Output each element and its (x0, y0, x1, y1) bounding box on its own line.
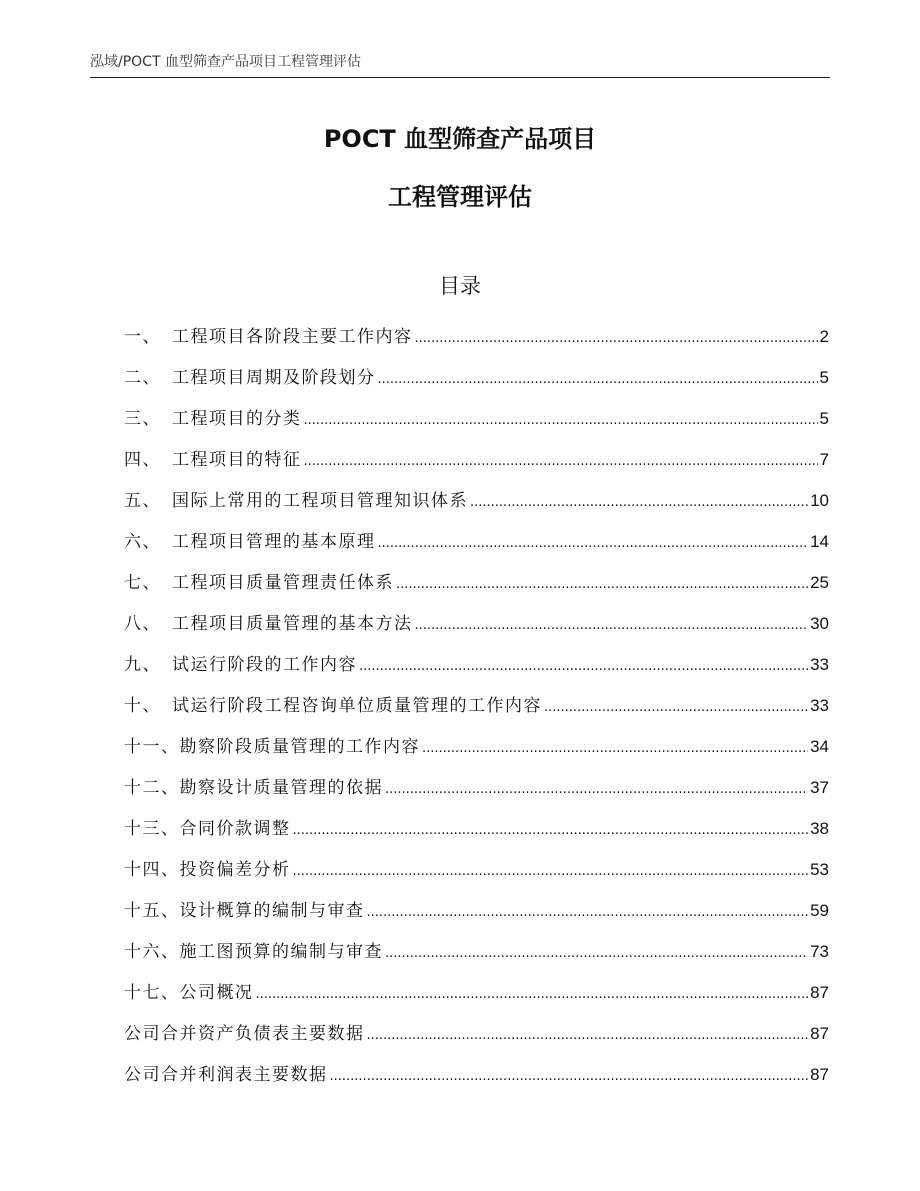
toc-entry-number: 三、 (124, 409, 161, 429)
toc-entry-title: 公司概况 (179, 983, 254, 1003)
toc-dot-leader (304, 406, 818, 436)
toc-entry-number: 九、 (124, 655, 161, 675)
toc-entry-title: 试运行阶段的工作内容 (172, 655, 357, 675)
toc-dot-leader (385, 775, 808, 805)
toc-dot-leader (415, 324, 818, 354)
toc-entry-page: 33 (810, 696, 829, 715)
table-of-contents (124, 322, 829, 1101)
toc-entry-number: 一、 (124, 327, 161, 347)
toc-entry-title: 工程项目质量管理的基本方法 (172, 614, 413, 634)
toc-entry-title: 工程项目质量管理责任体系 (172, 573, 394, 593)
toc-entry-13[interactable] (124, 814, 829, 855)
toc-entry-page: 33 (810, 655, 829, 674)
toc-entry-number: 十六、 (124, 942, 180, 962)
toc-entry-6[interactable] (124, 527, 829, 568)
toc-entry-11[interactable] (124, 732, 829, 773)
toc-entry-19[interactable] (124, 1060, 829, 1101)
toc-entry-18[interactable] (124, 1019, 829, 1060)
toc-entry-title: 工程项目的特征 (172, 450, 302, 470)
toc-entry-page: 30 (810, 614, 829, 633)
toc-entry-3[interactable] (124, 404, 829, 445)
toc-entry-title: 勘察阶段质量管理的工作内容 (179, 737, 420, 757)
toc-entry-number: 四、 (124, 450, 161, 470)
toc-entry-title: 勘察设计质量管理的依据 (179, 778, 383, 798)
toc-entry-title: 国际上常用的工程项目管理知识体系 (172, 491, 468, 511)
toc-entry-page: 2 (819, 327, 829, 346)
toc-entry-7[interactable] (124, 568, 829, 609)
toc-entry-page: 34 (810, 737, 829, 756)
toc-dot-leader (359, 652, 808, 682)
toc-dot-leader (367, 898, 809, 928)
toc-entry-12[interactable] (124, 773, 829, 814)
toc-dot-leader (304, 447, 818, 477)
toc-entry-8[interactable] (124, 609, 829, 650)
toc-entry-4[interactable] (124, 445, 829, 486)
toc-entry-number: 十三、 (124, 819, 180, 839)
toc-entry-15[interactable] (124, 896, 829, 937)
running-header: 泓域/POCT 血型筛查产品项目工程管理评估 (90, 54, 361, 70)
toc-entry-page: 59 (810, 901, 829, 920)
toc-entry-number: 十五、 (124, 901, 180, 921)
toc-entry-2[interactable] (124, 363, 829, 404)
toc-entry-title: 施工图预算的编制与审查 (179, 942, 383, 962)
toc-dot-leader (396, 570, 808, 600)
toc-entry-page: 5 (819, 409, 829, 428)
toc-entry-number: 五、 (124, 491, 161, 511)
header-rule (90, 77, 830, 78)
toc-entry-page: 38 (810, 819, 829, 838)
toc-entry-page: 87 (810, 1065, 829, 1084)
toc-entry-number: 六、 (124, 532, 161, 552)
toc-entry-number: 十一、 (124, 737, 180, 757)
toc-entry-title: 公司合并利润表主要数据 (124, 1065, 328, 1085)
toc-entry-number: 十七、 (124, 983, 180, 1003)
toc-dot-leader (415, 611, 809, 641)
toc-entry-title: 工程项目各阶段主要工作内容 (172, 327, 413, 347)
toc-dot-leader (378, 365, 818, 395)
toc-entry-title: 设计概算的编制与审查 (179, 901, 365, 921)
toc-heading: 目录 (439, 274, 481, 298)
toc-entry-title: 投资偏差分析 (179, 860, 291, 880)
document-title-line2: 工程管理评估 (388, 183, 532, 211)
toc-dot-leader (293, 857, 809, 887)
toc-entry-page: 53 (810, 860, 829, 879)
toc-dot-leader (256, 980, 809, 1010)
toc-entry-10[interactable] (124, 691, 829, 732)
toc-dot-leader (422, 734, 808, 764)
toc-entry-page: 7 (819, 450, 829, 469)
toc-dot-leader (293, 816, 809, 846)
toc-entry-number: 十、 (124, 696, 161, 716)
toc-dot-leader (367, 1021, 809, 1051)
toc-dot-leader (470, 488, 808, 518)
toc-entry-14[interactable] (124, 855, 829, 896)
toc-entry-number: 二、 (124, 368, 161, 388)
toc-entry-page: 14 (810, 532, 829, 551)
toc-entry-page: 25 (810, 573, 829, 592)
toc-entry-17[interactable] (124, 978, 829, 1019)
document-title-line1: POCT 血型筛查产品项目 (323, 125, 597, 153)
toc-dot-leader (330, 1062, 809, 1092)
toc-entry-page: 10 (810, 491, 829, 510)
toc-entry-title: 合同价款调整 (179, 819, 291, 839)
toc-entry-page: 5 (819, 368, 829, 387)
toc-entry-number: 八、 (124, 614, 161, 634)
toc-entry-16[interactable] (124, 937, 829, 978)
toc-entry-number: 七、 (124, 573, 161, 593)
toc-entry-9[interactable] (124, 650, 829, 691)
toc-entry-number: 十二、 (124, 778, 180, 798)
toc-entry-1[interactable] (124, 322, 829, 363)
toc-entry-page: 37 (810, 778, 829, 797)
toc-dot-leader (544, 693, 808, 723)
toc-entry-page: 87 (810, 1024, 829, 1043)
toc-entry-page: 87 (810, 983, 829, 1002)
toc-entry-page: 73 (810, 942, 829, 961)
toc-entry-title: 工程项目管理的基本原理 (172, 532, 376, 552)
toc-dot-leader (385, 939, 808, 969)
toc-dot-leader (378, 529, 809, 559)
toc-entry-number: 十四、 (124, 860, 180, 880)
toc-entry-title: 公司合并资产负债表主要数据 (124, 1024, 365, 1044)
toc-entry-5[interactable] (124, 486, 829, 527)
toc-entry-title: 试运行阶段工程咨询单位质量管理的工作内容 (172, 696, 542, 716)
toc-entry-title: 工程项目周期及阶段划分 (172, 368, 376, 388)
toc-entry-title: 工程项目的分类 (172, 409, 302, 429)
